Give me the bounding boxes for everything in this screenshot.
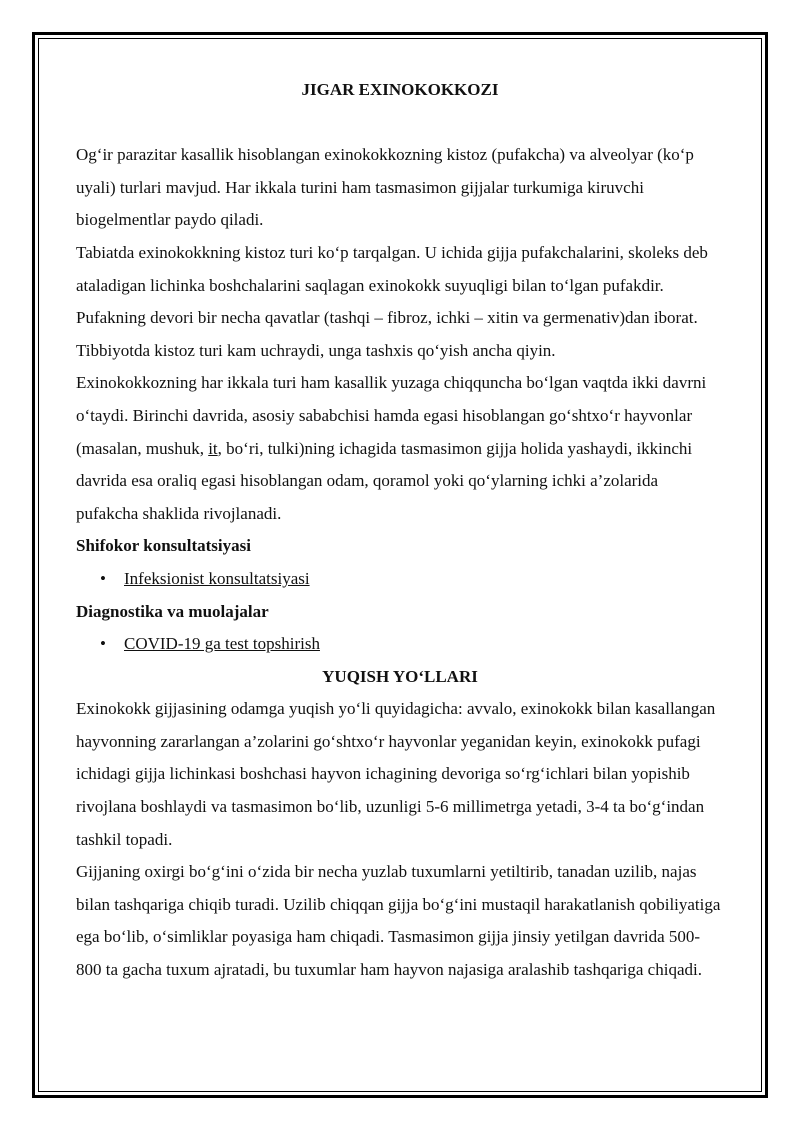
paragraph-intro: Og‘ir parazitar kasallik hisoblangan exinokokkozning kistoz (pufakcha) va alveolyar (ko‘p uyali) turlari mavjud. Har ikkala turini ham tasmasimon gijjalar turkumiga kiruvchi biogelmentlar paydo qiladi.: [76, 145, 694, 230]
bullet-icon: •: [100, 568, 106, 588]
consultation-list: [76, 563, 724, 596]
paragraph-life-cycle-text-1: Exinokokkozning har ikkala turi ham kasallik yuzaga chiqquncha bo‘lgan vaqtda ikki davrni o‘taydi. Birinchi davrida, asosiy sababchisi hamda egasi hisoblangan go‘shtxo‘r hayvonlar (masalan, mushuk,: [76, 373, 707, 458]
blank-line: [76, 107, 724, 140]
list-item: [76, 628, 724, 661]
diagnostics-list: [76, 628, 724, 661]
document-body: [76, 74, 724, 987]
section-heading-diagnostics: Diagnostika va muolajalar: [76, 601, 269, 621]
bullet-icon: •: [100, 634, 106, 654]
paragraph-eggs: Gijjaning oxirgi bo‘g‘ini o‘zida bir necha yuzlab tuxumlarni yetiltirib, tanadan uzilib, najas bilan tashqariga chiqib turadi. Uzilib chiqqan gijja bo‘g‘ini mustaqil harakatlanish qobiliyatiga ega bo‘lib, o‘simliklar poyasiga ham chiqadi. Tasmasimon gijja jinsiy yetilgan davrida 500-800 ta gacha tuxum ajratadi, bu tuxumlar ham hayvon najasiga aralashib tashqariga chiqadi.: [76, 862, 721, 980]
paragraph-life-cycle: [76, 367, 724, 530]
it-link[interactable]: it: [208, 438, 218, 458]
list-item: [76, 563, 724, 596]
section-heading-consultation: Shifokor konsultatsiyasi: [76, 536, 251, 556]
paragraph-transmission: Exinokokk gijjasining odamga yuqish yo‘li quyidagicha: avvalo, exinokokk bilan kasallangan hayvonning zararlangan a’zolarini go‘shtxo‘r hayvonlar yeganidan keyin, exinokokk pufagi ichidagi gijja lichinkasi boshchasi hayvon ichagining devoriga so‘rg‘ichlari bilan yopishib rivojlana boshlaydi va tasmasimon bo‘lib, uzunligi 5-6 millimetrga yetadi, 3-4 ta bo‘g‘indan tashkil topadi.: [76, 699, 716, 849]
section-heading-transmission: YUQISH YO‘LLARI: [322, 666, 478, 686]
infeksionist-consultation-link[interactable]: Infeksionist konsultatsiyasi: [124, 568, 310, 588]
document-title: JIGAR EXINOKOKKOZI: [301, 80, 499, 99]
paragraph-kistoz: Tabiatda exinokokkning kistoz turi ko‘p tarqalgan. U ichida gijja pufakchalarini, skoleks deb ataladigan lichinka boshchalarini saqlagan exinokokk suyuqligi bilan to‘lgan pufakdir. Pufakning devori bir necha qavatlar (tashqi – fibroz, ichki – xitin va germenativ)dan iborat. Tibbiyotda kistoz turi kam uchraydi, unga tashxis qo‘yish ancha qiyin.: [76, 242, 708, 360]
covid-test-link[interactable]: COVID-19 ga test topshirish: [124, 634, 320, 654]
paragraph-life-cycle-text-2: , bo‘ri, tulki)ning ichagida tasmasimon gijja holida yashaydi, ikkinchi davrida esa oraliq egasi hisoblangan odam, qoramol yoki qo‘ylarning ichki a’zolarida pufakcha shaklida rivojlanadi.: [76, 438, 693, 523]
